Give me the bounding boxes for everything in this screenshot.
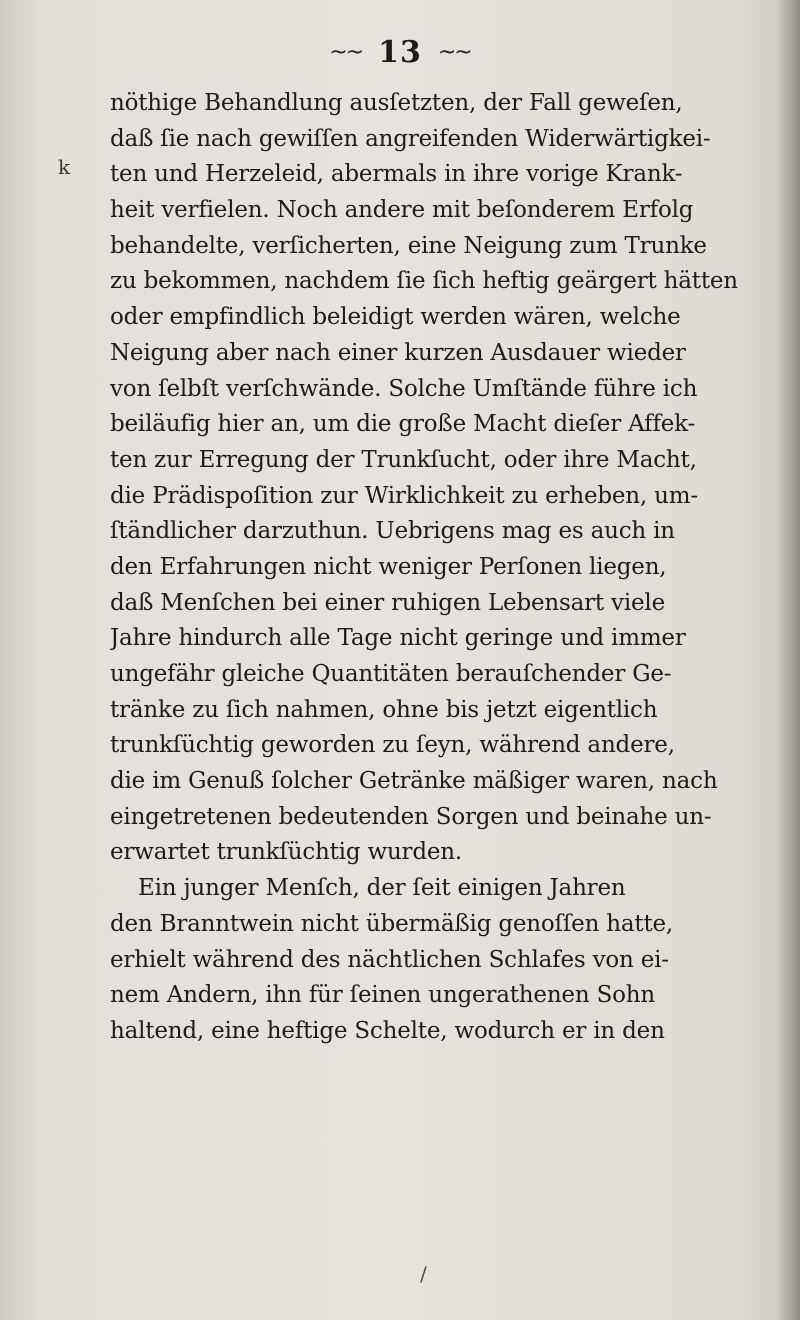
text-line: ſtändlicher darzuthun. Uebrigens mag es auch in [110,518,675,545]
page-number: 13 [378,34,422,70]
text-line: Neigung aber nach einer kurzen Ausdauer wieder [110,339,686,366]
text-line: tränke zu ſich nahmen, ohne bis jetzt eigentlich [110,696,658,723]
text-line: heit verfielen. Noch andere mit beſonderem Erfolg [110,197,694,224]
text-line: erhielt während des nächtlichen Schlafes von ei- [110,946,669,973]
page-header [280,34,520,70]
margin-mark: k [58,155,71,179]
text-line: eingetretenen bedeutenden Sorgen und beinahe un- [110,803,712,830]
body-text [110,86,780,1050]
text-line: haltend, eine heftige Schelte, wodurch er in den [110,1017,665,1044]
text-line: behandelte, verſicherten, eine Neigung zum Trunke [110,232,707,259]
text-line: ungefähr gleiche Quantitäten berauſchender Ge- [110,661,672,687]
text-line: ten zur Erregung der Trunkſucht, oder ihre Macht, [110,446,697,473]
text-line: den Branntwein nicht übermäßig genoſſen hatte, [110,910,674,937]
bottom-mark: / [420,1262,427,1286]
header-ornament-left: ~~ [329,39,363,65]
text-line: erwartet trunkſüchtig wurden. [110,839,463,866]
text-line: daß Menſchen bei einer ruhigen Lebensart viele [110,589,665,616]
text-line: daß ſie nach gewiſſen angreifenden Widerwärtigkei- [110,125,711,152]
page-edge-shadow [778,0,800,1320]
text-line: oder empfindlich beleidigt werden wären, welche [110,304,681,331]
paragraph-start-line: Ein junger Menſch, der ſeit einigen Jahren [138,875,626,902]
text-line: trunkſüchtig geworden zu ſeyn, während andere, [110,732,675,759]
text-line: von ſelbſt verſchwände. Solche Umſtände führe ich [110,375,698,402]
text-line: Jahre hindurch alle Tage nicht geringe und immer [110,625,686,652]
text-line: die Prädispoſition zur Wirklichkeit zu erheben, um- [110,482,698,509]
text-line: nem Andern, ihn für ſeinen ungerathenen Sohn [110,982,655,1009]
text-line: nöthige Behandlung ausſetzten, der Fall geweſen, [110,90,683,116]
text-line: ten und Herzeleid, abermals in ihre vorige Krank- [110,161,683,188]
text-line: die im Genuß ſolcher Getränke mäßiger waren, nach [110,768,718,795]
text-line: zu bekommen, nachdem ſie ſich heftig geärgert hätten [110,268,738,295]
header-ornament-right: ~~ [437,39,471,65]
text-line: den Erfahrungen nicht weniger Perſonen liegen, [110,553,667,580]
text-line: beiläufig hier an, um die große Macht dieſer Affek- [110,411,696,438]
